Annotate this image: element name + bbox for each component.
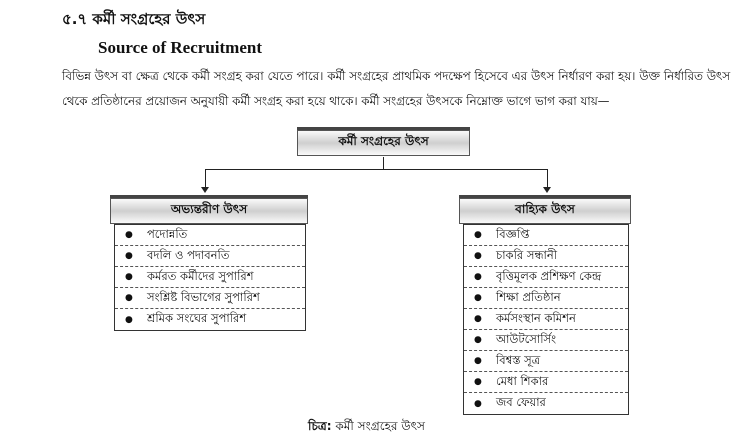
section-heading: ৫.৭ কর্মী সংগ্রহের উৎস <box>62 10 206 28</box>
list-item-label: চাকরি সন্ধানী <box>496 247 558 262</box>
list-item-label: বদলি ও পদাবনতি <box>147 247 230 262</box>
list-item-label: পদোন্নতি <box>147 226 188 241</box>
bullet-icon: ● <box>474 398 482 409</box>
list-item-label: শিক্ষা প্রতিষ্ঠান <box>496 289 561 304</box>
list-item-label: জব ফেয়ার <box>496 395 546 409</box>
list-item <box>464 267 628 288</box>
bullet-icon: ● <box>474 251 482 261</box>
bullet-icon: ● <box>474 293 482 303</box>
bullet-icon: ● <box>474 314 482 324</box>
bullet-icon: ● <box>474 230 482 240</box>
list-item <box>115 309 305 330</box>
external-source-list <box>463 224 629 415</box>
list-item-label: সংশ্লিষ্ট বিভাগের সুপারিশ <box>147 289 260 304</box>
connector-left-down <box>205 169 206 189</box>
internal-source-node <box>110 198 308 224</box>
external-source-node <box>459 198 631 224</box>
connector-horizontal <box>205 169 548 170</box>
list-item <box>464 351 628 372</box>
bullet-icon: ● <box>474 272 482 282</box>
bullet-icon: ● <box>125 272 133 282</box>
bullet-icon: ● <box>474 377 482 387</box>
bullet-icon: ● <box>125 314 133 325</box>
internal-source-title: অভ্যন্তরীণ উৎস <box>170 202 248 216</box>
list-item <box>464 393 628 414</box>
list-item-label: মেধা শিকার <box>496 373 549 388</box>
list-item-label: বৃত্তিমূলক প্রশিক্ষণ কেন্দ্র <box>496 268 602 283</box>
list-item <box>464 372 628 393</box>
bullet-icon: ● <box>474 335 482 345</box>
list-item-label: কর্মসংস্থান কমিশন <box>496 310 576 325</box>
list-item-label: আউটসোর্সিং <box>496 331 557 346</box>
external-source-title: বাহ্যিক উৎস <box>515 202 575 216</box>
bullet-icon: ● <box>125 251 133 261</box>
root-node-label: কর্মী সংগ্রহের উৎস <box>338 134 429 148</box>
bullet-icon: ● <box>125 230 133 240</box>
list-item <box>464 246 628 267</box>
list-item-label: বিশ্বস্ত সূত্র <box>496 352 541 367</box>
arrow-left-icon <box>201 187 209 193</box>
caption-text: কর্মী সংগ্রহের উৎস <box>331 419 425 433</box>
list-item <box>464 288 628 309</box>
root-node <box>297 130 470 156</box>
list-item <box>115 246 305 267</box>
bullet-icon: ● <box>125 293 133 303</box>
figure-caption <box>0 418 733 438</box>
list-item <box>464 309 628 330</box>
arrow-right-icon <box>543 187 551 193</box>
list-item <box>115 267 305 288</box>
bullet-icon: ● <box>474 356 482 366</box>
intro-paragraph: বিভিন্ন উৎস বা ক্ষেত্র থেকে কর্মী সংগ্রহ করা যেতে পারে। কর্মী সংগ্রহের প্রাথমিক পদক্ষেপ হিসেবে এর উৎস নির্ধারণ করা হয়। উক্ত নির্ধারিত উৎস থেকে প্রতিষ্ঠানের প্রয়োজন অনুযায়ী কর্মী সংগ্রহ করা হয়ে থাকে। কর্মী সংগ্রহের উৎসকে নিম্নোক্ত ভাগে ভাগ করা যায়— <box>62 69 730 108</box>
list-item <box>464 330 628 351</box>
caption-label: চিত্র: <box>308 419 332 433</box>
list-item-label: বিজ্ঞপ্তি <box>496 226 530 241</box>
connector-right-down <box>547 169 548 189</box>
list-item <box>115 288 305 309</box>
internal-source-list <box>114 224 306 331</box>
list-item <box>464 225 628 246</box>
section-subheading: Source of Recruitment <box>98 38 262 57</box>
list-item <box>115 225 305 246</box>
list-item-label: শ্রমিক সংঘের সুপারিশ <box>147 311 247 325</box>
connector-root-down <box>383 157 384 169</box>
list-item-label: কর্মরত কর্মীদের সুপারিশ <box>147 268 254 283</box>
